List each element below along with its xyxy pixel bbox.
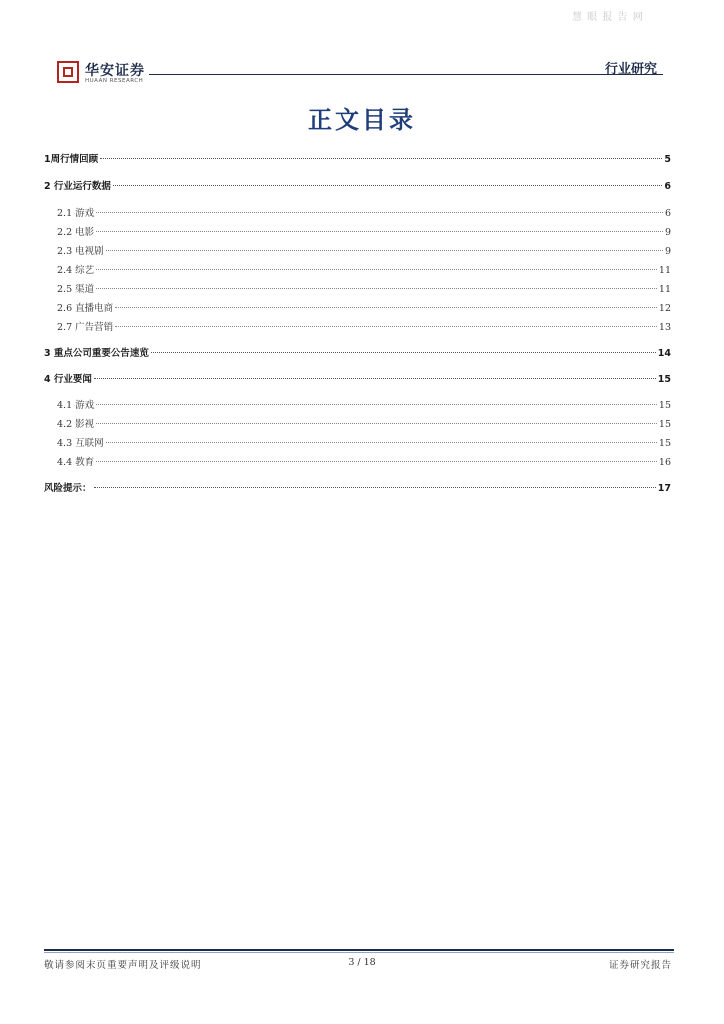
toc-leader-dots: [115, 307, 657, 308]
toc-entry-page: 14: [657, 348, 671, 359]
toc-entry-label: 2.6 直播电商: [57, 303, 114, 314]
toc-entry-label: 2.5 渠道: [57, 284, 95, 295]
toc-leader-dots: [96, 461, 657, 462]
toc-entry[interactable]: [44, 481, 671, 497]
toc-entry-label: 4.1 游戏: [57, 400, 95, 411]
footer-rule-secondary: [44, 952, 674, 953]
company-logo-text: 华安证券: [85, 63, 145, 79]
section-title: 行业研究: [604, 62, 657, 77]
toc-entry-page: 15: [658, 419, 671, 430]
toc-entry-label: 3 重点公司重要公告速览: [44, 348, 149, 359]
page-title: 正文目录: [308, 106, 416, 134]
toc-entry-label: 4 行业要闻: [44, 374, 92, 385]
toc-entry[interactable]: [44, 372, 671, 388]
toc-leader-dots: [96, 231, 663, 232]
toc-entry[interactable]: [57, 320, 671, 336]
footer-report-type: 证券研究报告: [608, 960, 672, 971]
toc-entry-page: 12: [658, 303, 671, 314]
toc-entry-label: 4.4 教育: [57, 457, 95, 468]
toc-entry-label: 2.4 综艺: [57, 265, 95, 276]
toc-leader-dots: [106, 250, 663, 251]
company-logo-icon: [57, 61, 79, 83]
toc-leader-dots: [106, 442, 657, 443]
toc-entry[interactable]: [57, 436, 671, 452]
toc-entry-page: 6: [664, 208, 671, 219]
toc-entry-page: 15: [658, 400, 671, 411]
toc-entry-label: 2.1 游戏: [57, 208, 95, 219]
toc-entry[interactable]: [44, 152, 671, 168]
header-rule: [149, 74, 663, 75]
toc-entry[interactable]: [57, 398, 671, 414]
toc-entry-page: 11: [658, 284, 671, 295]
toc-entry-page: 5: [664, 154, 671, 165]
toc-entry-page: 9: [664, 227, 671, 238]
toc-leader-dots: [100, 158, 662, 159]
toc-entry-page: 15: [657, 374, 671, 385]
toc-entry[interactable]: [44, 346, 671, 362]
toc-leader-dots: [96, 269, 657, 270]
toc-entry[interactable]: [44, 179, 671, 195]
toc-entry[interactable]: [57, 455, 671, 471]
toc-leader-dots: [96, 288, 657, 289]
company-logo-subtext: HUAAN RESEARCH: [85, 78, 144, 84]
toc-leader-dots: [96, 404, 657, 405]
toc-entry[interactable]: [57, 263, 671, 279]
toc-entry-page: 9: [664, 246, 671, 257]
toc-entry-page: 17: [657, 483, 671, 494]
toc-entry-label: 2 行业运行数据: [44, 181, 111, 192]
toc-entry-label: 1周行情回顾: [44, 154, 99, 165]
toc-entry[interactable]: [57, 225, 671, 241]
toc-entry-label: 4.3 互联网: [57, 438, 104, 449]
toc-entry-page: 6: [664, 181, 671, 192]
toc-leader-dots: [94, 487, 656, 488]
toc-entry-label: 2.3 电视剧: [57, 246, 104, 257]
toc-leader-dots: [96, 212, 663, 213]
toc-entry[interactable]: [57, 301, 671, 317]
toc-leader-dots: [96, 423, 657, 424]
toc-entry-label: 4.2 影视: [57, 419, 95, 430]
toc-entry-page: 15: [658, 438, 671, 449]
toc-leader-dots: [113, 185, 662, 186]
toc-leader-dots: [94, 378, 656, 379]
footer-rule: [44, 949, 674, 951]
page-number: 3 / 18: [348, 957, 376, 968]
toc-entry[interactable]: [57, 206, 671, 222]
toc-entry-label: 2.2 电影: [57, 227, 95, 238]
toc-entry-page: 16: [658, 457, 671, 468]
toc-entry[interactable]: [57, 417, 671, 433]
watermark-text: 慧 眼 报 告 网: [572, 12, 644, 23]
toc-entry-page: 11: [658, 265, 671, 276]
page-header: [57, 58, 663, 88]
toc-entry-page: 13: [658, 322, 671, 333]
toc-leader-dots: [151, 352, 656, 353]
toc-entry-label: 风险提示：: [44, 483, 92, 494]
toc-entry-label: 2.7 广告营销: [57, 322, 114, 333]
toc-entry[interactable]: [57, 244, 671, 260]
toc-leader-dots: [115, 326, 657, 327]
footer-disclaimer: 敬请参阅末页重要声明及评级说明: [44, 960, 202, 971]
toc-entry[interactable]: [57, 282, 671, 298]
